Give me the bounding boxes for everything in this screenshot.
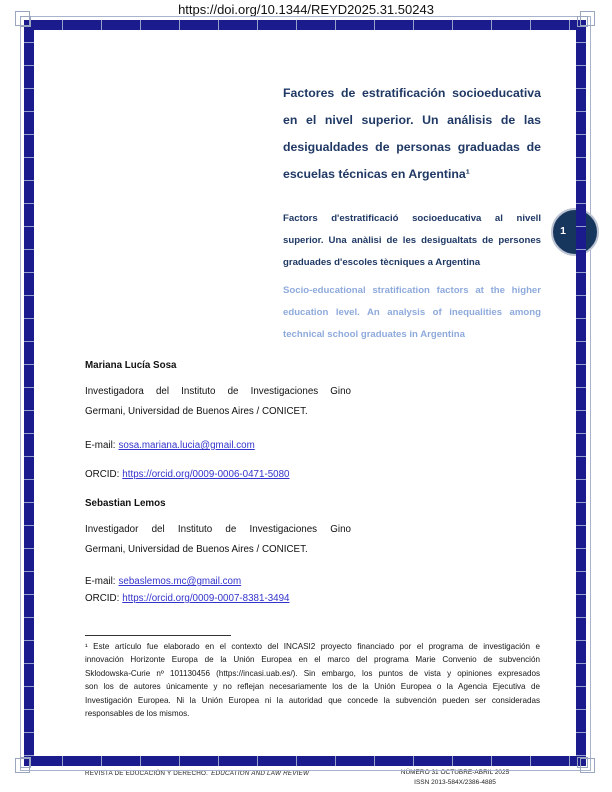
- title-en-line: technical school graduates in Argentina: [283, 329, 465, 340]
- footnote-separator: [85, 635, 231, 636]
- footnote-line: Sklodowska-Curie nº 101130456 (https://incasi.uab.es/). Sin embargo, los puntos de vista y opiniones expresados: [85, 668, 540, 678]
- footnote-line: innovación Horizonte Europa de la Unión Europea en el marco del programa Marie Convenio de subvención: [85, 655, 540, 665]
- decorative-corner-tl: [20, 16, 31, 27]
- author-name: Sebastian Lemos: [85, 498, 166, 509]
- decorative-border-top: [24, 20, 586, 30]
- decorative-border-left: [24, 20, 34, 766]
- title-en-line: Socio-educational stratification factors at the higher: [283, 285, 541, 296]
- decorative-outline: [20, 16, 591, 771]
- title-es-line: en el nivel superior. Un análisis de las: [283, 113, 541, 127]
- email-label: E-mail:: [85, 576, 116, 587]
- footnote-line: Investigación Europea. Ni la Unión Europea ni la autoridad que concede la subvención pueden ser consideradas: [85, 695, 540, 705]
- author-name: Mariana Lucía Sosa: [85, 360, 177, 371]
- decorative-corner-bl: [20, 757, 31, 768]
- title-en-line: education level. An analysis of inequalities among: [283, 307, 541, 318]
- page-number: 1: [560, 225, 566, 237]
- title-ca-line: graduades d'escoles tècniques a Argentina: [283, 257, 481, 268]
- doi-link[interactable]: https://doi.org/10.1344/REYD2025.31.50243: [178, 2, 434, 17]
- decorative-corner-br: [577, 757, 588, 768]
- title-es-line: desigualdades de personas graduadas de: [283, 140, 541, 154]
- footer-issn: ISSN 2013-584X/2386-4885: [414, 778, 496, 786]
- journal-name-english: EDUCATION AND LAW REVIEW: [211, 770, 310, 777]
- decorative-border-right: [576, 20, 586, 766]
- email-link[interactable]: sebaslemos.mc@gmail.com: [118, 576, 242, 587]
- title-ca-line: Factors d'estratificació socioeducativa al nivell: [283, 213, 541, 224]
- footnote-line: responsables de los mismos.: [85, 709, 190, 719]
- email-label: E-mail:: [85, 440, 116, 451]
- title-es-line: escuelas técnicas en Argentina¹: [283, 167, 470, 181]
- orcid-link[interactable]: https://orcid.org/0009-0006-0471-5080: [122, 469, 290, 480]
- orcid-link[interactable]: https://orcid.org/0009-0007-8381-3494: [122, 593, 290, 604]
- footnote-line: son los de autores únicamente y no reflejan necesariamente los de la Unión Europea o la Agencia Ejecutiva de: [85, 682, 540, 692]
- decorative-border-bottom: [24, 756, 586, 766]
- journal-name: REVISTA DE EDUCACIÓN Y DERECHO.: [85, 770, 209, 777]
- affiliation-line: Germani, Universidad de Buenos Aires / CONICET.: [85, 543, 308, 555]
- affiliation-line: Germani, Universidad de Buenos Aires / CONICET.: [85, 405, 308, 417]
- decorative-corner-tr: [577, 16, 588, 27]
- title-ca-line: superior. Una anàlisi de les desigualtats de persones: [283, 235, 541, 246]
- footer-issue: NÚMERO 31 OCTUBRE-ABRIL 2025: [400, 769, 510, 776]
- orcid-label: ORCID:: [85, 593, 120, 604]
- affiliation-line: Investigadora del Instituto de Investigaciones Gino: [85, 386, 351, 397]
- title-es-line: Factores de estratificación socioeducativa: [283, 86, 541, 100]
- footnote-line: ¹ Este artículo fue elaborado en el contexto del INCASI2 proyecto financiado por el programa de investigación e: [85, 642, 540, 651]
- affiliation-line: Investigador del Instituto de Investigaciones Gino: [85, 524, 351, 535]
- orcid-label: ORCID:: [85, 469, 120, 480]
- email-link[interactable]: sosa.mariana.lucia@gmail.com: [118, 440, 255, 451]
- footer-journal-title: [85, 770, 309, 777]
